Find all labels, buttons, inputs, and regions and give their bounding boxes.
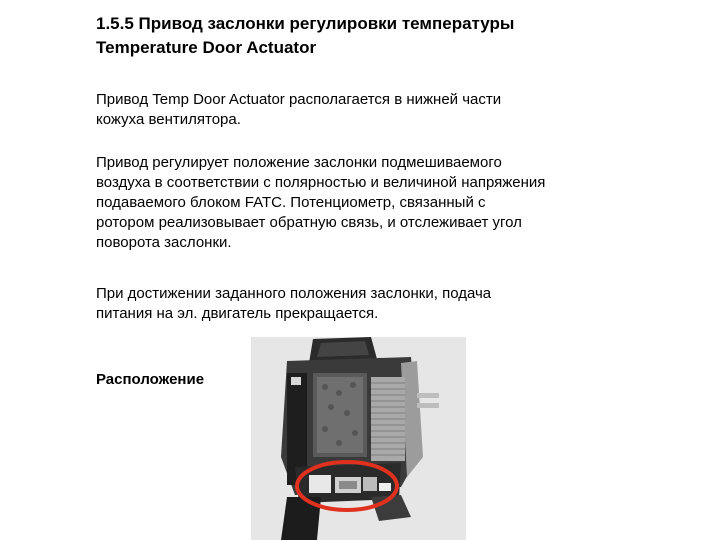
actuator-bracket-left — [309, 475, 331, 493]
actuator-photo-drawing — [251, 337, 466, 540]
actuator-gear — [363, 477, 377, 491]
pipe-upper — [417, 393, 439, 398]
slide-title: 1.5.5 Привод заслонки регулировки температуры Temperature Door Actuator — [96, 14, 515, 57]
blower-outlet-inner — [317, 341, 369, 357]
housing-label — [291, 377, 301, 385]
actuator-connector — [339, 481, 357, 489]
paragraph-location: Привод Temp Door Actuator располагается в нижней части кожуха вентилятора. — [96, 91, 502, 128]
actuator-tab — [379, 483, 391, 491]
paragraph-function: Привод регулирует положение заслонки подмешиваемого воздуха в соответствии с полярностью и величиной напряжения подаваемого блоком FATC. Потенциометр, связанный с ротором реализовывает обратную связь, и отслеживает угол поворота заслонки. — [96, 154, 546, 251]
paragraph-power-cutoff: При достижении заданного положения заслонки, подача питания на эл. двигатель прекращается. — [96, 285, 492, 322]
location-heading: Расположение — [96, 371, 205, 388]
actuator-photo — [251, 337, 466, 540]
pipe-lower — [417, 403, 439, 408]
